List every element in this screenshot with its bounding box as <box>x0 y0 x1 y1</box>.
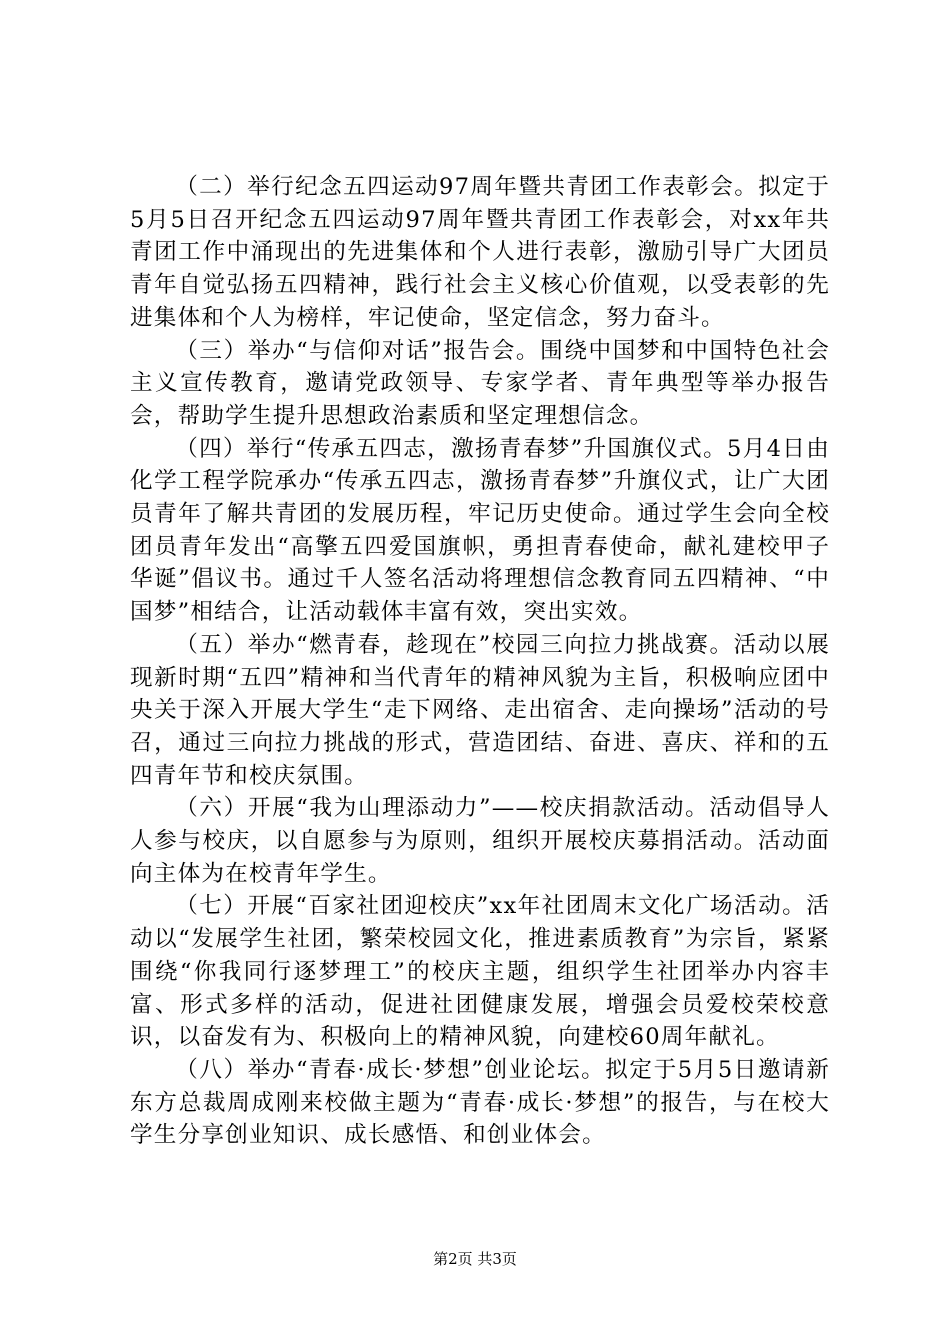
paragraph-5: （五）举办“燃青春，趁现在”校园三向拉力挑战赛。活动以展现新时期“五四”精神和当代青年的精神风貌为主旨，积极响应团中央关于深入开展大学生“走下网络、走出宿舍、走向操场”活动的号召，通过三向拉力挑战的形式，营造团结、奋进、喜庆、祥和的五四青年节和校庆氛围。 <box>130 631 830 789</box>
paragraph-4: （四）举行“传承五四志，激扬青春梦”升国旗仪式。5月4日由化学工程学院承办“传承五四志，激扬青春梦”升旗仪式，让广大团员青年了解共青团的发展历程，牢记历史使命。通过学生会向全校团员青年发出“高擎五四爱国旗帜，勇担青春使命，献礼建校甲子华诞”倡议书。通过千人签名活动将理想信念教育同五四精神、“中国梦”相结合，让活动载体丰富有效，突出实效。 <box>130 435 830 626</box>
document-body <box>130 171 830 1152</box>
paragraph-7: （七）开展“百家社团迎校庆”xx年社团周末文化广场活动。活动以“发展学生社团，繁荣校园文化，推进素质教育”为宗旨，紧紧围绕“你我同行逐梦理工”的校庆主题，组织学生社团举办内容丰富、形式多样的活动，促进社团健康发展，增强会员爱校荣校意识，以奋发有为、积极向上的精神风貌，向建校60周年献礼。 <box>130 893 830 1051</box>
paragraph-3: （三）举办“与信仰对话”报告会。围绕中国梦和中国特色社会主义宣传教育，邀请党政领导、专家学者、青年典型等举办报告会，帮助学生提升思想政治素质和坚定理想信念。 <box>130 337 830 429</box>
paragraph-2: （二）举行纪念五四运动97周年暨共青团工作表彰会。拟定于5月5日召开纪念五四运动97周年暨共青团工作表彰会，对xx年共青团工作中涌现出的先进集体和个人进行表彰，激励引导广大团员青年自觉弘扬五四精神，践行社会主义核心价值观，以受表彰的先进集体和个人为榜样，牢记使命，坚定信念，努力奋斗。 <box>130 174 830 331</box>
page-number-footer: 第2页 共3页 <box>433 1250 517 1268</box>
paragraph-8: （八）举办“青春·成长·梦想”创业论坛。拟定于5月5日邀请新东方总裁周成刚来校做主题为“青春·成长·梦想”的报告，与在校大学生分享创业知识、成长感悟、和创业体会。 <box>130 1056 830 1149</box>
paragraph-6: （六）开展“我为山理添动力”——校庆捐款活动。活动倡导人人参与校庆，以自愿参与为原则，组织开展校庆募捐活动。活动面向主体为在校青年学生。 <box>130 795 830 887</box>
